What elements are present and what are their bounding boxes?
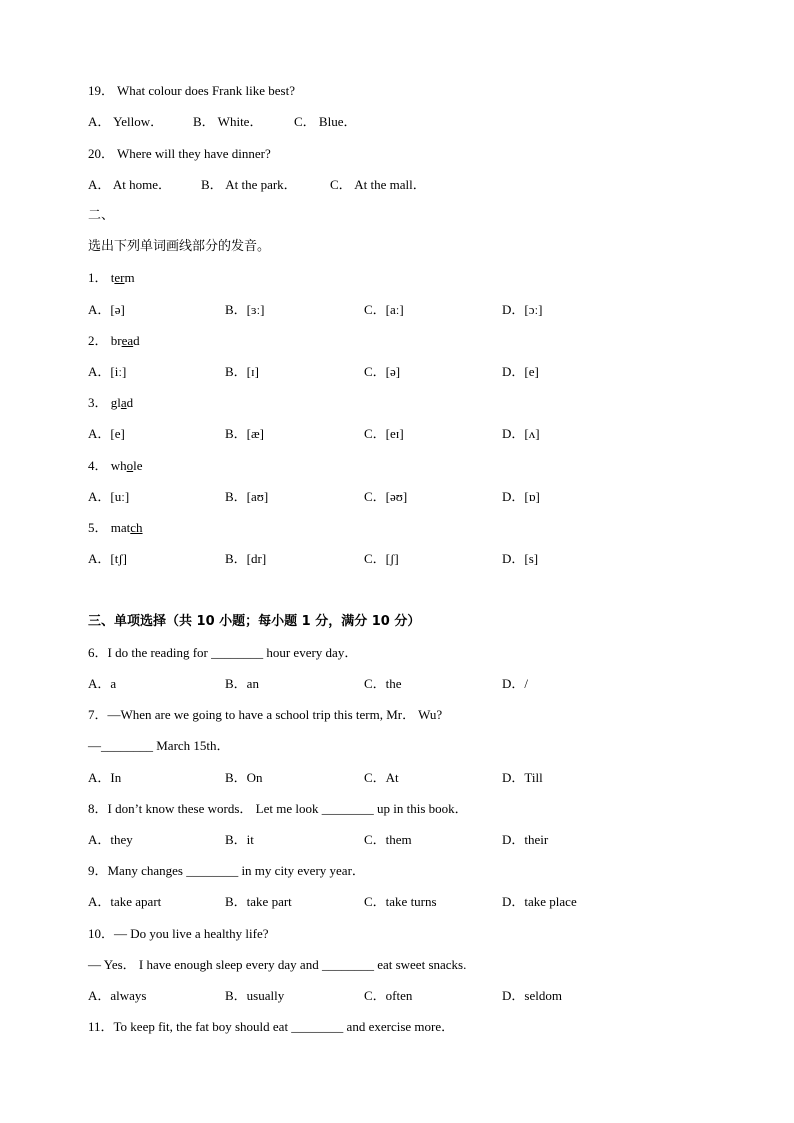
question-7-response: —________ March 15th． [88, 738, 230, 753]
word-suffix: le [133, 458, 143, 473]
word-prefix: t [110, 270, 115, 285]
question-9-stem: 9．Many changes ________ in my city every year． [88, 863, 365, 878]
pronunciation-5-options [0, 551, 794, 567]
pronunciation-2-options [0, 364, 794, 380]
pronunciation-question-4 [88, 458, 143, 474]
option-a: A． Yellow． [88, 114, 164, 129]
option-c: C． Blue． [294, 114, 357, 129]
pronunciation-question-3 [88, 395, 133, 411]
option-c: C．[ʃ] [364, 551, 399, 566]
question-6-options [0, 676, 794, 692]
option-a: A．take apart [88, 894, 162, 909]
option-a: A． At home． [88, 177, 172, 192]
option-b: B． White． [193, 114, 263, 129]
question-number: 1． [88, 270, 108, 285]
question-number: 5． [88, 520, 108, 535]
question-10-stem: 10．— Do you live a healthy life? [88, 926, 269, 941]
question-number: 3． [88, 395, 108, 410]
option-b: B．[aʊ] [225, 489, 269, 504]
option-c: C．[ə] [364, 364, 401, 379]
question-9-options [0, 894, 794, 910]
option-a: A．always [88, 988, 147, 1003]
underlined-letters: o [126, 458, 134, 473]
pronunciation-question-5 [88, 520, 143, 536]
question-11-stem: 11．To keep fit, the fat boy should eat ________ and exercise more． [88, 1019, 455, 1034]
option-c: C．[eɪ] [364, 426, 404, 441]
option-a: A．[tʃ] [88, 551, 127, 566]
pronunciation-1-options [0, 302, 794, 318]
option-d: D．[e] [502, 364, 539, 379]
question-number: 2． [88, 333, 108, 348]
underlined-letters: a [120, 395, 127, 410]
option-b: B． At the park． [201, 177, 297, 192]
underlined-letters: ea [121, 333, 134, 348]
option-a: A．[e] [88, 426, 125, 441]
question-7-options [0, 770, 794, 786]
option-a: A．[iː] [88, 364, 127, 379]
option-d: D．their [502, 832, 549, 847]
option-b: B．[ɜː] [225, 302, 265, 317]
option-c: C．take turns [364, 894, 437, 909]
option-b: B．an [225, 676, 259, 691]
question-20-stem: 20． Where will they have dinner? [88, 146, 271, 161]
underlined-letters: er [114, 270, 125, 285]
option-d: D．Till [502, 770, 543, 785]
question-8-stem: 8．I don’t know these words． Let me look ________ up in this book． [88, 801, 468, 816]
word-prefix: gl [110, 395, 121, 410]
option-c: C．[aː] [364, 302, 404, 317]
option-b: B．[ɪ] [225, 364, 259, 379]
option-c: C． At the mall． [330, 177, 426, 192]
option-d: D．take place [502, 894, 577, 909]
option-b: B．[æ] [225, 426, 265, 441]
question-10-options [0, 988, 794, 1004]
option-b: B．[dr] [225, 551, 267, 566]
option-d: D．[s] [502, 551, 539, 566]
question-number: 4． [88, 458, 108, 473]
question-10-response: — Yes． I have enough sleep every day and ________ eat sweet snacks. [88, 957, 467, 972]
option-c: C．them [364, 832, 412, 847]
option-c: C．often [364, 988, 413, 1003]
option-a: A．[uː] [88, 489, 130, 504]
option-a: A．In [88, 770, 122, 785]
question-6-stem: 6．I do the reading for ________ hour every day． [88, 645, 358, 660]
underlined-letters: ch [130, 520, 143, 535]
question-19-stem: 19． What colour does Frank like best? [88, 83, 295, 98]
word-prefix: br [110, 333, 122, 348]
word-prefix: wh [110, 458, 127, 473]
option-a: A．[ə] [88, 302, 125, 317]
pronunciation-question-1 [88, 270, 135, 286]
option-a: A．a [88, 676, 117, 691]
option-d: D．[ɔː] [502, 302, 543, 317]
section-3-heading: 三、单项选择（共 10 小题；每小题 1 分，满分 10 分） [88, 614, 421, 629]
question-20-options [0, 177, 794, 193]
option-b: B．usually [225, 988, 285, 1003]
question-8-options [0, 832, 794, 848]
option-c: C．the [364, 676, 402, 691]
option-d: D．seldom [502, 988, 562, 1003]
option-d: D．[ɒ] [502, 489, 540, 504]
option-d: D．/ [502, 676, 529, 691]
word-prefix: mat [110, 520, 131, 535]
section-2-instruction: 选出下列单词画线部分的发音。 [88, 239, 271, 254]
word-suffix: d [126, 395, 134, 410]
option-a: A．they [88, 832, 133, 847]
pronunciation-4-options [0, 489, 794, 505]
option-b: B．it [225, 832, 254, 847]
pronunciation-question-2 [88, 333, 140, 349]
word-suffix: d [133, 333, 140, 348]
option-b: B．take part [225, 894, 292, 909]
section-2-heading: 二、 [88, 208, 115, 223]
option-c: C．At [364, 770, 399, 785]
word-suffix: m [124, 270, 135, 285]
option-d: D．[ʌ] [502, 426, 540, 441]
question-19-options [0, 114, 794, 130]
option-b: B．On [225, 770, 263, 785]
pronunciation-3-options [0, 426, 794, 442]
question-7-stem: 7．—When are we going to have a school trip this term, Mr． Wu? [88, 707, 443, 722]
option-c: C．[əʊ] [364, 489, 408, 504]
